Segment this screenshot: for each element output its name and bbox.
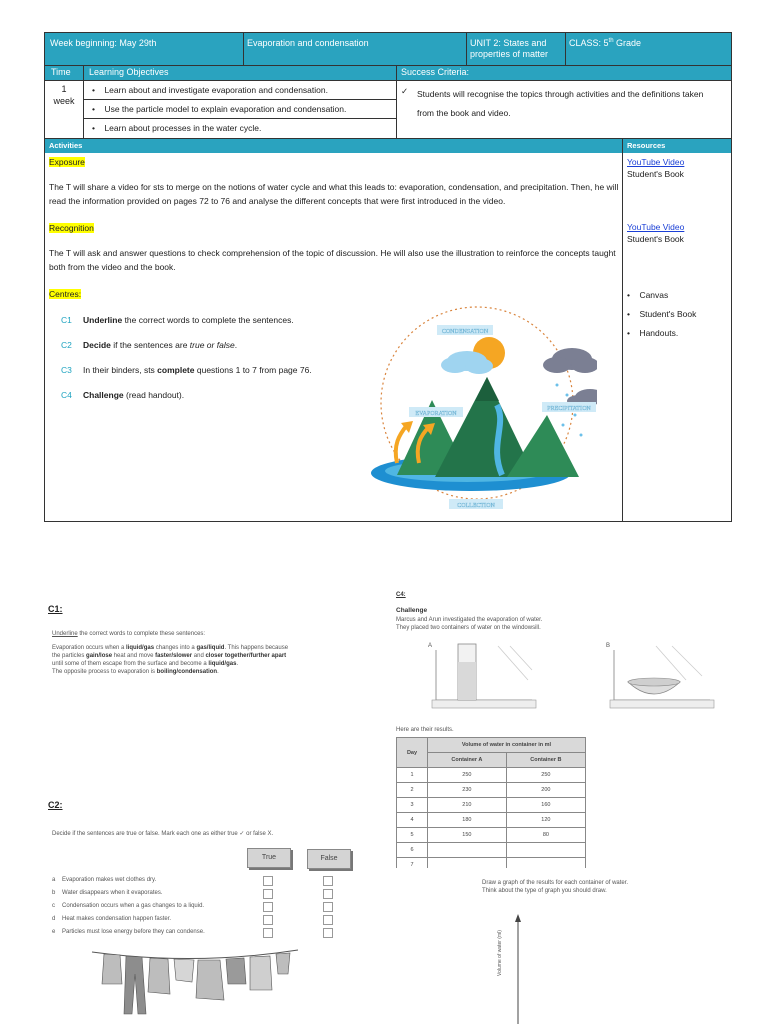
water-cycle-illustration [357,295,597,517]
c2-instruction: Decide if the sentences are true or false. Mark each one as either true ✓ or false X. [52,831,274,837]
container-b-cell: 160 [506,798,585,813]
true-checkbox[interactable] [263,889,273,899]
choice[interactable]: gain/lose [86,653,113,660]
choice[interactable]: liquid/gas [126,645,155,651]
c2-statement-list [52,876,352,941]
exposure-book-resource: Student's Book [627,169,684,179]
washing-line-illustration [90,944,300,1024]
text: and [192,653,206,660]
day-cell: 6 [397,843,428,858]
centre-resource-book: • Student's Book [627,309,697,319]
c4-intro [396,617,542,633]
container-a-cell: 230 [428,783,507,798]
divider [396,66,397,80]
time-label: Time [51,67,71,77]
choice[interactable]: faster/slower [155,653,193,660]
true-checkbox[interactable] [263,915,273,925]
divider [396,81,397,138]
c4-intro-line: They placed two containers of water on the windowsill. [396,624,541,631]
results-table [396,737,586,873]
c1-line [52,668,367,676]
time-value-number: 1 [61,84,67,94]
recognition-book-resource: Student's Book [627,234,684,244]
graph-instructions [482,880,628,896]
statement-text: Condensation occurs when a gas changes to a liquid. [62,903,205,909]
text: heat and move [112,653,156,660]
success-criteria-label: Success Criteria: [401,67,470,77]
container-a-illustration [428,640,538,716]
y-axis-arrow-icon [515,914,521,922]
container-a-cell: 210 [428,798,507,813]
container-b-cell: 120 [506,813,585,828]
table-row [397,783,586,798]
centre-item-c1 [61,315,294,325]
class-sup: th [608,38,614,44]
text: . This happens because [224,645,289,651]
recognition-youtube-link[interactable]: YouTube Video [627,222,685,232]
centre-item-c4 [61,390,184,400]
container-a-cell: 250 [428,768,507,783]
centre-item-c3 [61,365,312,375]
condensation-label: CONDENSATION [441,329,489,335]
true-column-header: True [247,848,291,868]
centre-code: C3 [61,365,72,375]
divider [622,139,623,153]
text: Evaporation occurs when a [52,645,127,651]
exposure-title: Exposure [49,157,85,167]
false-checkbox[interactable] [323,902,333,912]
text: until some of them escape from the surface and become a [52,661,209,668]
time-value-unit: week [53,96,75,106]
centre-verb: Decide [83,340,111,350]
table-row [397,768,586,783]
week-label: Week beginning: May 29th [50,38,157,48]
container-a-cell: 150 [428,828,507,843]
activities-label: Activities [49,141,83,150]
objective-text: Use the particle model to explain evaporation and condensation. [104,104,347,114]
collection-label: COLLECTION [457,503,495,509]
centre-resource-canvas: • Canvas [627,290,669,300]
resource-text: Handouts. [639,328,679,338]
c1-instruction-rest: the correct words to complete these sentences: [77,631,206,637]
recognition-text: The T will ask and answer questions to check comprehension of the topic of discussion. He will also use the illustration to reinforce the concepts taught both from the video and the book. [49,248,616,272]
text: The opposite process to evaporation is [52,669,157,676]
resource-text: Canvas [639,290,669,300]
precipitation-label: PRECIPITATION [547,406,591,412]
false-column-header: False [307,849,351,869]
divider [83,66,84,80]
objectives-header-row [45,65,731,80]
day-cell: 7 [397,858,428,873]
clothes-icon [102,953,290,1014]
objective-text: Learn about processes in the water cycle. [104,123,262,133]
evaporation-label: EVAPORATION [415,411,457,417]
divider [466,33,467,65]
class-suffix: Grade [613,38,642,48]
container-a-cell[interactable] [428,843,507,858]
day-cell: 5 [397,828,428,843]
plan-header-row [45,33,731,65]
check-mark-icon: ✓ [401,86,409,96]
c1-line [52,660,367,668]
table-row [397,843,586,858]
centre-text: if the sentences are [110,340,190,350]
choice[interactable]: liquid/gas [208,661,237,668]
text: changes into a [154,645,197,651]
c2-statement [52,876,352,889]
objective-text: Learn about and investigate evaporation and condensation. [104,85,328,95]
table-header-container-b: Container B [506,753,585,768]
table-row [397,798,586,813]
table-row [397,813,586,828]
true-checkbox[interactable] [263,902,273,912]
c1-line [52,644,367,652]
true-checkbox[interactable] [263,876,273,886]
c2-heading: C2: [48,800,63,810]
day-cell: 4 [397,813,428,828]
table-header-container-a: Container A [428,753,507,768]
statement-text: Particles must lose energy before they can condense. [62,929,205,935]
centre-item-c2 [61,340,237,350]
c1-instruction [52,630,205,638]
container-a-label: A [428,643,433,649]
c4-title: Challenge [396,607,428,614]
container-b-cell[interactable] [506,843,585,858]
text: the particles [52,653,87,660]
divider [243,33,244,65]
day-cell: 1 [397,768,428,783]
false-checkbox[interactable] [323,928,333,938]
objectives-list [84,81,396,137]
centre-verb: Underline [83,315,123,325]
centre-pre: In their binders, sts [83,365,158,375]
objective-item: • Learn about and investigate evaporation and condensation. [84,81,396,100]
container-b-cell: 200 [506,783,585,798]
centres-title: Centres: [49,289,82,299]
c1-line [52,652,367,660]
statement-letter: d [52,916,56,922]
unit-label: UNIT 2: States and properties of matter [470,38,549,59]
statement-letter: e [52,929,56,935]
centre-code: C1 [61,315,72,325]
time-value [45,83,83,107]
statement-letter: c [52,903,55,909]
objective-item: • Learn about processes in the water cycle. [92,123,262,133]
graph-worksheet [384,868,768,1024]
activities-header-row [45,138,731,153]
class-label [569,38,641,48]
centre-resource-handouts: • Handouts. [627,328,679,338]
objectives-body-row [45,80,731,138]
objectives-label: Learning Objectives [89,67,169,77]
statement-text: Water disappears when it evaporates. [62,890,163,896]
container-a-cell: 180 [428,813,507,828]
centre-italic: true or false [189,340,235,350]
centre-end: . [234,340,238,350]
choice[interactable]: boiling/condensation [156,669,218,676]
c2-statement [52,902,352,915]
centre-text: (read handout). [123,390,185,400]
statement-letter: b [52,890,56,896]
false-checkbox[interactable] [323,889,333,899]
c1-heading: C1: [48,604,63,614]
class-prefix: CLASS: 5 [569,38,609,48]
container-b-cell: 250 [506,768,585,783]
table-header-day: Day [397,738,428,768]
divider [565,33,566,65]
container-b-cell: 80 [506,828,585,843]
choice[interactable]: gas/liquid [196,645,225,651]
topic-label: Evaporation and condensation [247,38,369,48]
text: . [217,669,219,676]
table-header-volume: Volume of water in container in ml [428,738,586,753]
c2-statement [52,928,352,941]
resources-label: Resources [627,141,666,150]
worksheet-right [384,580,754,870]
table-row [397,828,586,843]
divider [622,152,623,522]
y-axis-label[interactable]: Volume of water (ml) [497,930,503,976]
exposure-text: The T will share a video for sts to merge on the notions of water cycle and what this leads to: evaporation, condensation, and precipitation. Then, he will read the information provided on pages 72 to 76 and analyse the different concepts that were first introduced in the video. [49,182,619,206]
graph-instruction-line: Draw a graph of the results for each container of water. [482,880,629,886]
centre-text: the correct words to complete the sentences. [122,315,294,325]
success-criteria-text: Students will recognise the topics through activities and the definitions taken from the book and video. [417,89,704,118]
false-checkbox[interactable] [323,876,333,886]
c1-paragraph [52,644,367,676]
exposure-youtube-link[interactable]: YouTube Video [627,157,685,167]
graph-instruction-line: Think about the type of graph you should draw. [482,887,607,894]
centre-code: C4 [61,390,72,400]
c4-heading: C4: [396,592,406,598]
resource-text: Student's Book [639,309,697,319]
text: . [236,661,239,668]
centre-verb: Challenge [83,390,124,400]
results-intro: Here are their results. [396,727,454,733]
recognition-title: Recognition [49,223,94,233]
container-b-label: B [606,643,611,649]
statement-text: Heat makes condensation happen faster. [62,916,172,922]
c2-statement [52,889,352,902]
true-checkbox[interactable] [263,928,273,938]
worksheet-left [30,580,370,1024]
container-b-illustration [606,640,716,716]
statement-text: Evaporation makes wet clothes dry. [62,877,157,883]
mountain-peak [475,377,499,401]
centre-verb: complete [157,365,195,375]
objective-item: • Use the particle model to explain evaporation and condensation. [84,100,396,119]
false-checkbox[interactable] [323,915,333,925]
statement-letter: a [52,877,56,883]
centre-code: C2 [61,340,72,350]
lesson-plan-table [44,32,732,522]
choice[interactable]: closer together/further apart [205,653,287,660]
day-cell: 2 [397,783,428,798]
centre-text: questions 1 to 7 from page 76. [194,365,312,375]
c1-instruction-underline: Underline [52,631,78,637]
c4-intro-line: Marcus and Arun investigated the evaporation of water. [396,617,543,623]
day-cell: 3 [397,798,428,813]
c2-statement [52,915,352,928]
